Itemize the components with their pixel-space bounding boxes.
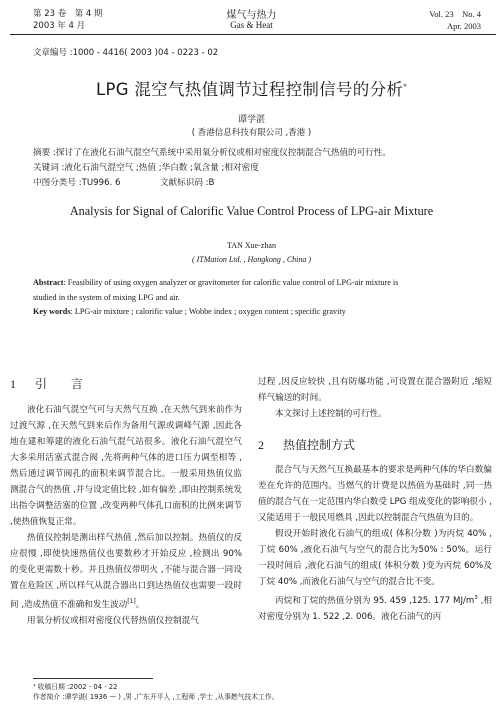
- left-column: [10, 374, 242, 629]
- text-line: ( 体积分数 )变为丙烷 60%及丁烷 40% ,而液化石油: [258, 561, 492, 587]
- section-1-number: 1: [10, 377, 16, 391]
- classification-row: [33, 176, 483, 191]
- text-line: 民用燃具 ,因此以控制混合气热值为目的。: [318, 513, 479, 523]
- text-line: 测混合气的热值 ,并与设定值比较 ,如有偏差 ,即由: [10, 485, 199, 495]
- section-1-para-2: [10, 530, 242, 613]
- header-date-en: Apr. 2003: [447, 21, 481, 31]
- affiliation-en: ( ITMation Ltd. , Hongkong , China ): [191, 255, 312, 264]
- footnote-author-bio: 作者简介 :谭学湛( 1936 — ) ,男 ,广东开平人 ,工程师 ,学士 ,从事燃气技术工作。: [33, 693, 279, 701]
- text-line-with-sup: $m^3$: [465, 595, 478, 606]
- affiliation-cn: ( 香港信息科技有限公司 ,香港 ): [191, 128, 312, 138]
- keywords-cn: 关键词 :液化石油气混空气 ;热值 ;华白数 ;氧含量 ;相对密度: [33, 163, 259, 173]
- text-line: 控制系统发出指令调整活塞的位置 ,改变两种气体: [10, 485, 242, 511]
- text-line: 混气站很多。液化石油气混空气大多采用活塞式混: [10, 437, 242, 463]
- section-2-heading: [258, 428, 492, 462]
- abstract-cn: [33, 146, 483, 191]
- text-line: 合阀 ,先将两种气体的进口压力调至相等 ,然后通过: [10, 453, 242, 479]
- abstract-en-line1: [33, 276, 483, 291]
- keywords-en: [33, 305, 483, 320]
- keywords-en-label: Key words: [33, 307, 71, 316]
- section-2-para-1: [258, 462, 492, 526]
- text-line: 丙烷和丁烷的热值分别为 95. 459 ,125. 177 MJ/: [275, 595, 466, 606]
- header-rule: [10, 34, 496, 35]
- title-footnote-mark: *: [403, 82, 407, 91]
- text-line: 热值不准确和发生波动: [41, 599, 128, 610]
- header-vol-issue-en: Vol. 23 No. 4: [429, 9, 481, 19]
- header-vol-issue-cn: 第 23 卷 第 4 期: [33, 9, 103, 19]
- text-line: 混合气与天然气互换最基本的要求是两种气体: [275, 465, 449, 475]
- clc-number: 中图分类号 :TU996. 6: [33, 178, 121, 188]
- text-line: 到来前作为过渡气源 ,在天然气到来后作为备用气: [10, 405, 242, 431]
- text-line: 的华白数偏差在允许的范围内。当燃气的计费是以: [258, 465, 492, 491]
- text-line: 烷 40% ,丁烷 60% ,液化石油气与空气的混合比为: [258, 529, 493, 555]
- abstract-en-line2: studied in the system of mixing LPG and air.: [33, 292, 180, 302]
- document-code: 文献标识码 :B: [159, 178, 215, 188]
- footnote-rule: [33, 678, 153, 679]
- section-2-para-3: [258, 590, 492, 625]
- text-line: 气从混合器出口到达热值仪也需要一段时间 ,造成: [10, 581, 242, 610]
- text-line: 始反应 ,检测出 90% 的变化更需数十秒。并且热值: [10, 549, 242, 575]
- right-column: [258, 374, 492, 625]
- header-journal-en: Gas & Heat: [230, 20, 273, 30]
- abstract-en-text: : Feasibility of using oxygen analyzer or gravitometer for calorific value control of LPG-air mixture is: [63, 278, 399, 287]
- text-line: 热值为基础时 ,同一热值的混合气在一定范围内华: [258, 481, 492, 507]
- section-2-number: 2: [258, 438, 264, 452]
- right-column-continuation: [258, 374, 492, 406]
- text-line: 源或调峰气源 ,因此各地在建和筹建的液化石油气: [10, 421, 242, 447]
- footnote-mark: *: [33, 684, 36, 690]
- text-line: 。: [135, 599, 145, 610]
- section-2-para-2: [258, 526, 492, 590]
- text-line: 孔口面积的比例来调节 ,使热值恢复正常。: [10, 501, 242, 527]
- section-1-para-3: [10, 613, 242, 629]
- right-column-intent: [258, 406, 492, 422]
- abstract-en: [33, 276, 483, 320]
- section-1-para-1: [10, 402, 242, 530]
- section-1-title: 引 言: [35, 377, 84, 391]
- text-line: 本文探讨上述控制的可行性。: [275, 409, 387, 419]
- text-line: 附近 ,缩短样气输送的时间。: [258, 377, 492, 403]
- text-line: 热值仪的反应很慢 ,即使快速热值仪也要数秒才开: [10, 533, 242, 559]
- author-cn: 谭学湛: [237, 115, 265, 125]
- text-line: 仪带明火 ,不能与混合器一同设置在危险区 ,所以样: [10, 565, 242, 591]
- text-line: 50% : 50%。运行一段时间后 ,液化石油气的组成: [258, 545, 493, 571]
- footnote-received-text: 收稿日期 :2002 - 04 - 22: [37, 683, 118, 691]
- text-line: 热值仪控制是测出样气热值 ,然后加以控制。: [27, 533, 199, 543]
- text-line: 调节阀孔的面积来调节混合比。一般采用热值仪监: [45, 469, 242, 479]
- text-line: 气与空气的混合比不变。: [345, 577, 440, 587]
- abstract-en-label: Abstract: [33, 278, 64, 287]
- text-line: 白数受 LPG 组成变化的影响很小 ,又能适用于一般: [258, 497, 492, 523]
- text-line: 过程 ,因反应较快 ,且有防爆功能 ,可设置在混合器: [258, 377, 452, 387]
- footnote-received: [33, 682, 117, 692]
- author-en: TAN Xue-zhan: [227, 241, 276, 250]
- citation-ref-1: [1]: [127, 598, 136, 605]
- keywords-en-text: : LPG-air mixture ; calorific value ; Wobbe index ; oxygen content ; specific gravity: [70, 307, 346, 316]
- header-journal-cn: 煤气与热力: [226, 10, 277, 21]
- title-en: Analysis for Signal of Calorific Value Control Process of LPG-air Mixture: [69, 204, 434, 218]
- text-line: ,相对密度分别为 1. 522 ,2. 006。液化石油气的丙: [258, 595, 492, 622]
- article-number: 文章编号 :1000 - 4416( 2003 )04 - 0223 - 02: [33, 48, 219, 58]
- title-cn: [0, 76, 503, 100]
- text-line: 假设开始时液化石油气的组成( 体积分数 )为丙: [275, 529, 456, 539]
- superscript-3: 3: [474, 595, 478, 601]
- abstract-cn-text: 摘要 :探讨了在液化石油气混空气系统中采用氧分析仪或相对密度仪控制混合气热值的可行性。: [33, 148, 391, 158]
- text-line: 液化石油气混空气可与天然气互换 ,在天然气: [27, 405, 199, 415]
- text-line: 用氧分析仪或相对密度仪代替热值仪控制混气: [27, 615, 199, 626]
- title-cn-text: LPG 混空气热值调节过程控制信号的分析: [96, 80, 404, 99]
- header-date-cn: 2003 年 4 月: [33, 21, 86, 31]
- section-2-title: 热值控制方式: [283, 438, 356, 452]
- section-1-heading: [10, 374, 242, 402]
